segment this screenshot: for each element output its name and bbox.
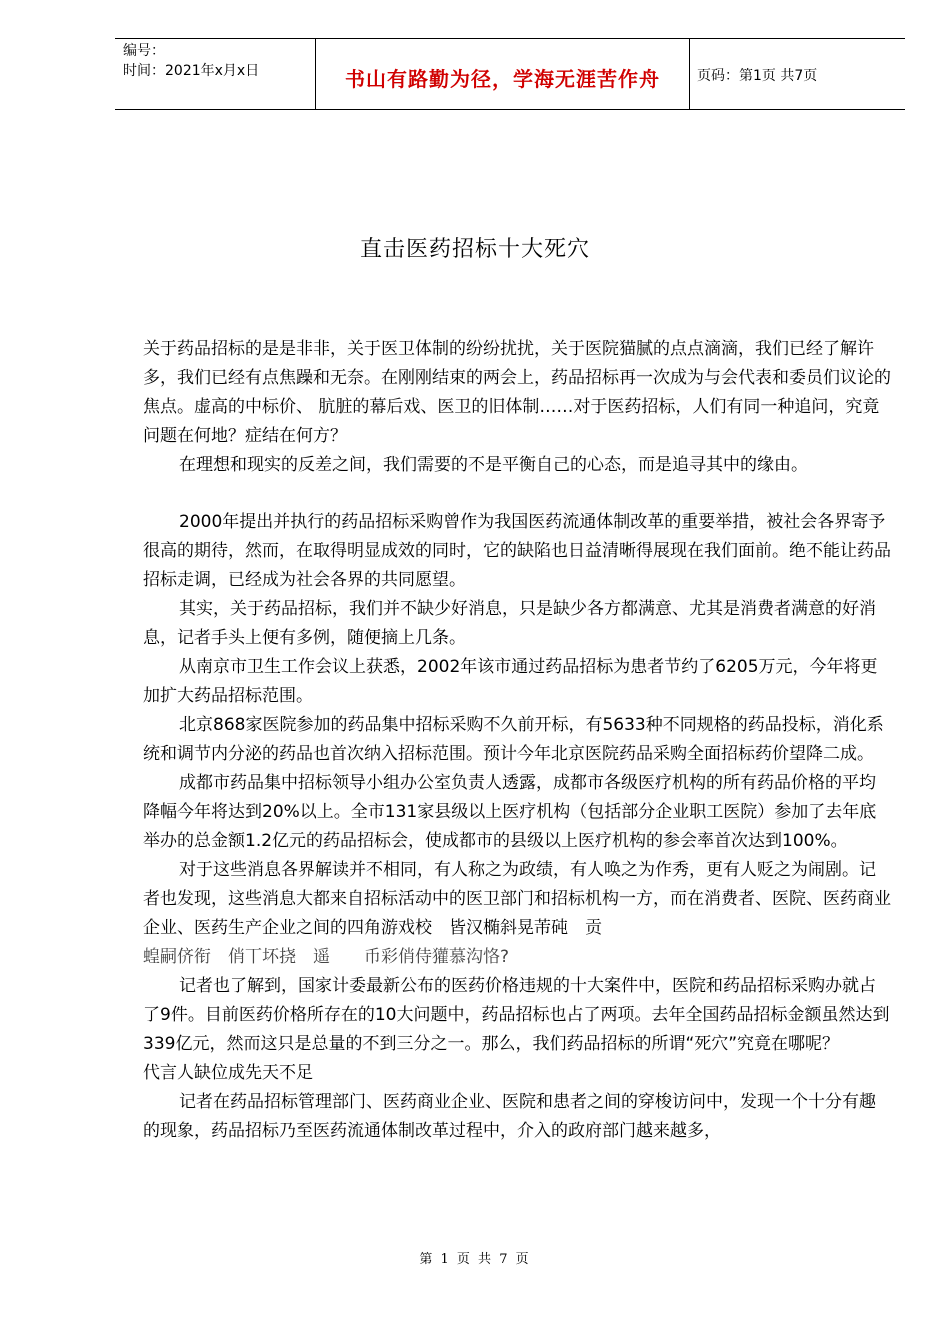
section-heading: 代言人缺位成先天不足	[143, 1063, 313, 1083]
header-meta-cell	[115, 39, 315, 109]
paragraph: 关于药品招标的是是非非，关于医卫体制的纷纷扰扰，关于医院猫腻的点点滴滴，我们已经了解许多，我们已经有点焦躁和无奈。在刚刚结束的两会上，药品招标再一次成为与会代表和委员们议论的焦点。虚高的中标价、 肮脏的幕后戏、医卫的旧体制……对于医药招标，人们有同一种追问，究竟问题在何地？症结在何方？	[143, 339, 891, 446]
paragraph: 北京868家医院参加的药品集中招标采购不久前开标，有5633种不同规格的药品投标，消化系统和调节内分泌的药品也首次纳入招标范围。预计今年北京医院药品采购全面招标药价望降二成。	[143, 715, 884, 764]
page-header	[115, 38, 905, 110]
paragraph: 从南京市卫生工作会议上获悉，2002年该市通过药品招标为患者节约了6205万元，今年将更加扩大药品招标范围。	[143, 657, 878, 706]
paragraph: 对于这些消息各界解读并不相同，有人称之为政绩，有人唤之为作秀，更有人贬之为闹剧。记者也发现，这些消息大都来自招标活动中的医卫部门和招标机构一方，而在消费者、医院、医药商业企业、医药生产企业之间的四角游戏校 皆汉椭斜晃芾砘 贡	[143, 860, 891, 938]
header-page-cell	[689, 39, 905, 109]
document-title: 直击医药招标十大死穴	[359, 237, 590, 262]
page-footer: 第 1 页 共 7 页	[419, 1252, 531, 1267]
paragraph: 成都市药品集中招标领导小组办公室负责人透露，成都市各级医疗机构的所有药品价格的平均降幅今年将达到20%以上。全市131家县级以上医疗机构（包括部分企业职工医院）参加了去年底举办的总金额1.2亿元的药品招标会，使成都市的县级以上医疗机构的参会率首次达到100%。	[143, 773, 877, 851]
paragraph: 2000年提出并执行的药品招标采购曾作为我国医药流通体制改革的重要举措，被社会各界寄予很高的期待，然而，在取得明显成效的同时，它的缺陷也日益清晰得展现在我们面前。绝不能让药品招标走调，已经成为社会各界的共同愿望。	[143, 512, 891, 590]
header-motto-cell	[315, 39, 690, 109]
time-label: 时间：2021年x月x日	[123, 63, 260, 79]
paragraph: 在理想和现实的反差之间，我们需要的不是平衡自己的心态，而是追寻其中的缘由。	[179, 455, 808, 475]
paragraph: 记者也了解到，国家计委最新公布的医药价格违规的十大案件中，医院和药品招标采购办就占了9件。目前医药价格所存在的10大问题中，药品招标也占了两项。去年全国药品招标金额虽然达到339亿元，然而这只是总量的不到三分之一。那么，我们药品招标的所谓“死穴”究竟在哪呢？	[143, 976, 890, 1054]
motto: 书山有路勤为径，学海无涯苦作舟	[345, 67, 660, 91]
page-label: 页码：第1页 共7页	[697, 68, 818, 84]
garbled-line: 蝗嗣侪衔 俏丅坏挠 遥 币彩俏侍獾慕沟恪?	[143, 947, 510, 967]
paragraph: 记者在药品招标管理部门、医药商业企业、医院和患者之间的穿梭访问中，发现一个十分有趣的现象，药品招标乃至医药流通体制改革过程中，介入的政府部门越来越多，	[143, 1092, 876, 1141]
document-body	[143, 335, 891, 1146]
number-label: 编号：	[123, 43, 165, 59]
paragraph: 其实，关于药品招标，我们并不缺少好消息，只是缺少各方都满意、尤其是消费者满意的好消息，记者手头上便有多例，随便摘上几条。	[143, 599, 876, 648]
